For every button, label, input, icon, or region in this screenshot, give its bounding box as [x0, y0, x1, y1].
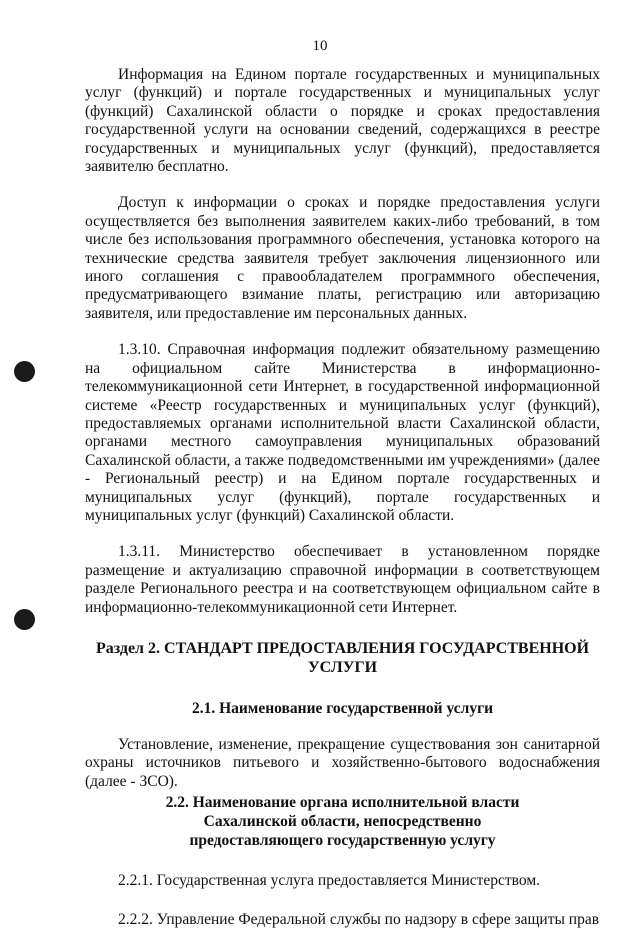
section-2-title-line2: УСЛУГИ	[307, 658, 378, 676]
document-body	[85, 66, 600, 929]
subsection-2-1-title: 2.1. Наименование государственной услуги	[191, 699, 494, 717]
subsection-2-2-title	[85, 793, 600, 850]
paragraph-2-2-1: 2.2.1. Государственная услуга предоставляется Министерством.	[118, 872, 541, 890]
section-2-title	[85, 639, 600, 677]
paragraph-1-3-10: 1.3.10. Справочная информация подлежит обязательному размещению на официальном сайте Министерства в информационно-телекоммуникационной сети Интернет, в государственной информационной системе «Реестр государственных и муниципальных услуг (функций), предоставляемых органами исполнительной власти Сахалинской области, органами местного самоуправления муниципальных образований Сахалинской области, а также подведомственными им учреждениями» (далее - Региональный реестр) и на Едином портале государственных и муниципальных услуг (функций), портале государственных и муниципальных услуг (функций) Сахалинской области.	[85, 341, 600, 524]
section-2-title-line1: Раздел 2. СТАНДАРТ ПРЕДОСТАВЛЕНИЯ ГОСУДАРСТВЕННОЙ	[95, 639, 590, 657]
subsection-2-2-title-line3: предоставляющего государственную услугу	[189, 832, 496, 850]
paragraph-access-info: Доступ к информации о сроках и порядке предоставления услуги осуществляется без выполнения заявителем каких-либо требований, в том числе без использования программного обеспечения, установка которого на технические средства заявителя требует заключения лицензионного или иного соглашения с правообладателем программного обеспечения, предусматривающего взимание платы, регистрацию или авторизацию заявителя, или предоставление им персональных данных.	[85, 194, 600, 322]
binder-hole-mark	[14, 361, 35, 382]
paragraph-info-portal: Информация на Едином портале государственных и муниципальных услуг (функций) и портале государственных и муниципальных услуг (функций) Сахалинской области о порядке и сроках предоставления государственной услуги на основании сведений, содержащихся в реестре государственных и муниципальных услуг (функций), предоставляется заявителю бесплатно.	[85, 66, 600, 176]
binder-hole-mark	[14, 609, 35, 630]
paragraph-service-name: Установление, изменение, прекращение существования зон санитарной охраны источников питьевого и хозяйственно-бытового водоснабжения (далее - ЗСО).	[85, 735, 600, 790]
paragraph-1-3-11: 1.3.11. Министерство обеспечивает в установленном порядке размещение и актуализацию справочной информации в соответствующем разделе Регионального реестра и на соответствующем официальном сайте в информационно-телекоммуникационной сети Интернет.	[85, 543, 600, 616]
paragraph-2-2-2: 2.2.2. Управление Федеральной службы по надзору в сфере защиты прав	[118, 910, 600, 928]
page-number: 10	[312, 38, 328, 54]
subsection-2-2-title-line2: Сахалинской области, непосредственно	[203, 813, 482, 831]
subsection-2-2-title-line1: 2.2. Наименование органа исполнительной власти	[165, 794, 520, 812]
